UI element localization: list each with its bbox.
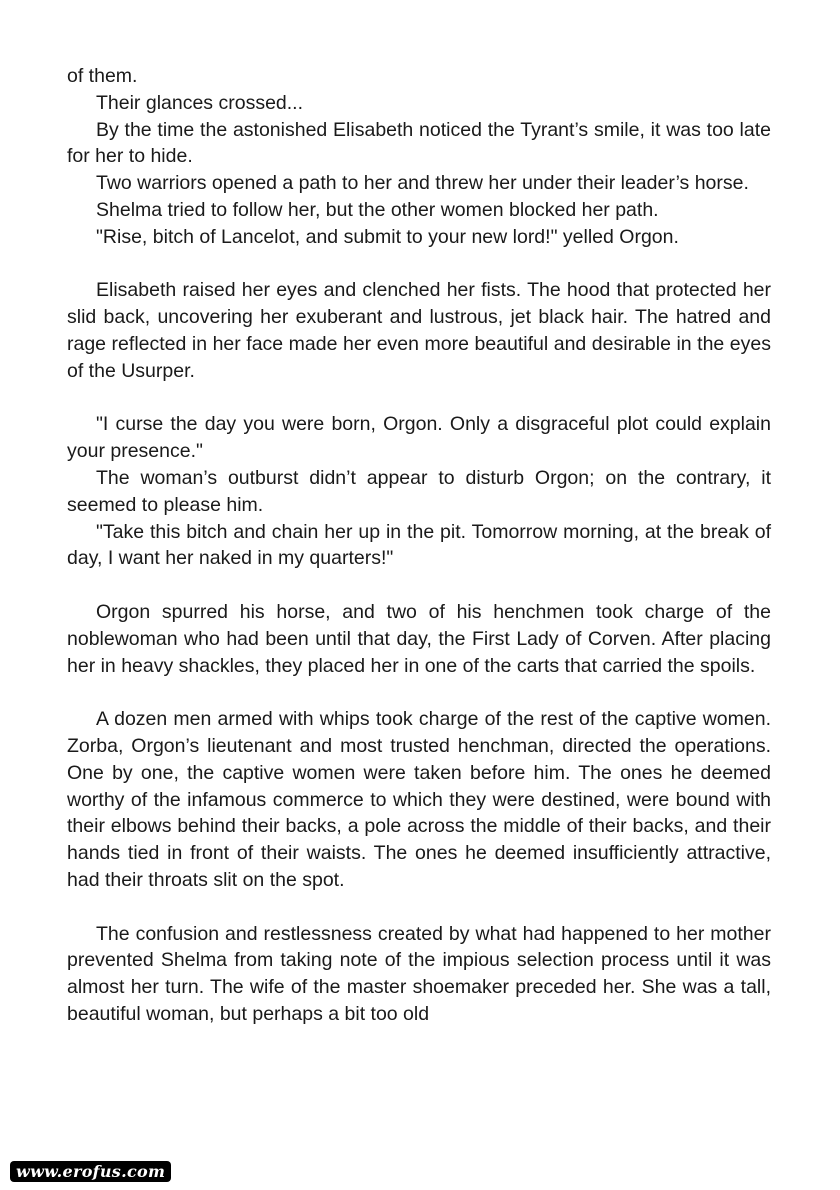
paragraph: The confusion and restlessness created by what had happened to her mother prevented Shelma from taking note of the impious selection process until it was almost her turn. The wife of the master shoemaker preceded her. She was a tall, beautiful woman, but perhaps a bit too old	[67, 922, 771, 1025]
paragraph: Orgon spurred his horse, and two of his henchmen took charge of the noblewoman who had been until that day, the First Lady of Corven. After placing her in heavy shackles, they placed her in one of the carts that carried the spoils.	[67, 600, 771, 677]
paragraph: A dozen men armed with whips took charge of the rest of the captive women. Zorba, Orgon’s lieutenant and most trusted henchman, directed the operations. One by one, the captive women were taken before him. The ones he deemed worthy of the infamous commerce to which they were destined, were bound with their elbows behind their backs, a pole across the middle of their backs, and their hands tied in front of their waists. The ones he deemed insufficiently attractive, had their throats slit on the spot.	[67, 708, 771, 891]
paragraph: "Rise, bitch of Lancelot, and submit to your new lord!" yelled Orgon.	[96, 225, 679, 248]
paragraph: Shelma tried to follow her, but the other women blocked her path.	[96, 198, 659, 221]
watermark: www.erofus.com	[10, 1161, 171, 1182]
paragraph: Elisabeth raised her eyes and clenched her fists. The hood that protected her slid back, uncovering her exuberant and lustrous, jet black hair. The hatred and rage reflected in her face made her even more beautiful and desirable in the eyes of the Usurper.	[67, 279, 771, 382]
paragraph: of them.	[67, 65, 138, 87]
page-body	[67, 63, 771, 1028]
paragraph: "Take this bitch and chain her up in the pit. Tomorrow morning, at the break of day, I want her naked in my quarters!"	[67, 520, 771, 570]
paragraph: The woman’s outburst didn’t appear to disturb Orgon; on the contrary, it seemed to please him.	[67, 466, 771, 516]
paragraph: Their glances crossed...	[96, 91, 304, 114]
paragraph: By the time the astonished Elisabeth noticed the Tyrant’s smile, it was too late for her to hide.	[67, 118, 771, 168]
paragraph: Two warriors opened a path to her and threw her under their leader’s horse.	[96, 172, 749, 195]
paragraph: "I curse the day you were born, Orgon. Only a disgraceful plot could explain your presence."	[67, 413, 771, 463]
